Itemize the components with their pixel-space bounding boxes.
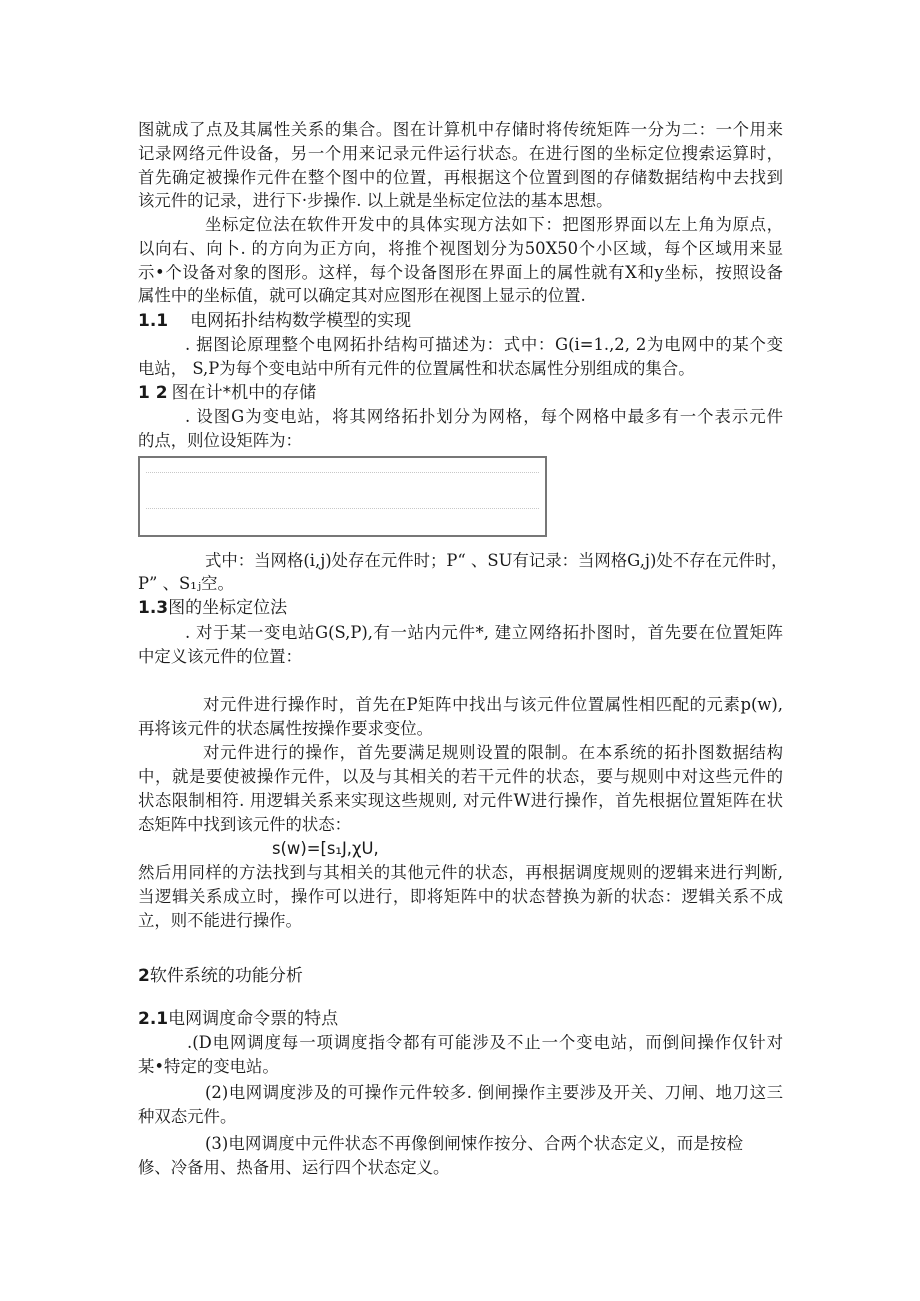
section-heading-1-2 bbox=[138, 381, 316, 405]
text-line: 对元件进行的操作，首先要满足规则设置的限制。在本系统的拓扑图数据结构 bbox=[203, 743, 783, 762]
heading-title: 电网调度命令票的特点 bbox=[168, 1009, 339, 1029]
text-line: . 据图论原理整个电网拓扑结构可描述为：式中：G(i=1.,2, 2为电网中的某个变 bbox=[185, 335, 783, 354]
text-line: 坐标定位法在软件开发中的具体实现方法如下：把图形界面以左上角为原点， bbox=[205, 215, 783, 234]
text-line: . 设图G为变电站，将其网络拓扑划分为网格，每个网格中最多有一个表示元件 bbox=[185, 407, 783, 426]
text-line: 记录网络元件设备，另一个用来记录元件运行状态。在进行图的坐标定位搜索运算时， bbox=[138, 144, 783, 163]
divider bbox=[146, 472, 539, 473]
text-line: P” 、S₁ⱼ空。 bbox=[138, 574, 234, 593]
text-line: 立，则不能进行操作。 bbox=[138, 911, 302, 930]
heading-number: 2 bbox=[138, 966, 150, 986]
text-line: 状态限制相符. 用逻辑关系来实现这些规则, 对元件W进行操作，首先根据位置矩阵在状 bbox=[138, 791, 783, 810]
text-line: 示•个设备对象的图形。这样，每个设备图形在界面上的属性就有X和y坐标，按照设备 bbox=[138, 263, 783, 282]
text-line: 然后用同样的方法找到与其相关的其他元件的状态，再根据调度规则的逻辑来进行判断, bbox=[138, 863, 783, 882]
heading-number: 1 2 bbox=[138, 383, 168, 403]
text-line: 修、冷备用、热备用、运行四个状态定义。 bbox=[138, 1158, 450, 1177]
text-line: 该元件的记录，进行下·步操作. 以上就是坐标定位法的基本思想。 bbox=[138, 191, 613, 210]
text-line: 对元件进行操作时，首先在P矩阵中找出与该元件位置属性相匹配的元素p(w), bbox=[203, 695, 783, 714]
text-line: 图就成了点及其属性关系的集合。图在计算机中存储时将传统矩阵一分为二：一个用来 bbox=[138, 120, 783, 139]
heading-title: 电网拓扑结构数学模型的实现 bbox=[190, 311, 412, 331]
text-line: (3)电网调度中元件状态不再像倒闸悚作按分、合两个状态定义，而是按检 bbox=[205, 1134, 743, 1153]
text-line: 以向右、向卜. 的方向为正方向，将推个视图划分为50X50个小区域，每个区域用来显 bbox=[138, 239, 783, 258]
heading-number: 1.1 bbox=[138, 311, 169, 331]
text-line: 某•特定的变电站。 bbox=[138, 1057, 279, 1076]
heading-title: 软件系统的功能分析 bbox=[149, 966, 303, 986]
text-line: 式中：当网格(i,j)处存在元件时；P“ 、SU有记录：当网格G,j)处不存在元件时， bbox=[205, 551, 788, 570]
text-line: 中定义该元件的位置： bbox=[138, 647, 302, 666]
section-heading-1-3 bbox=[138, 596, 287, 620]
text-line: 态矩阵中找到该元件的状态： bbox=[138, 815, 352, 834]
text-line: 当逻辑关系成立时，操作可以进行，即将矩阵中的状态替换为新的状态：逻辑关系不成 bbox=[138, 887, 783, 906]
heading-number: 1.3 bbox=[138, 598, 169, 618]
text-line: 种双态元件。 bbox=[138, 1107, 237, 1126]
text-line: .(D电网调度每一项调度指令都有可能涉及不止一个变电站，而倒间操作仅针对 bbox=[187, 1033, 783, 1052]
text-line: 再将该元件的状态属性按操作要求变位。 bbox=[138, 719, 434, 738]
section-heading-2 bbox=[138, 964, 303, 988]
text-line: 电站， S,P为每个变电站中所有元件的位置属性和状态属性分别组成的集合。 bbox=[138, 359, 695, 378]
text-line: 首先确定被操作元件在整个图中的位置，再根据这个位置到图的存储数据结构中去找到 bbox=[138, 168, 783, 187]
text-line: . 对于某一变电站G(S,P),有一站内元件*, 建立网络拓扑图时，首先要在位置矩阵 bbox=[185, 623, 783, 642]
heading-title: 图在计*机中的存储 bbox=[171, 383, 317, 403]
divider bbox=[146, 508, 539, 509]
section-heading-2-1 bbox=[138, 1007, 338, 1031]
text-line: 属性中的坐标值，就可以确定其对应图形在视图上显示的位置. bbox=[138, 286, 586, 305]
text-line: 的点，则位设矩阵为： bbox=[138, 431, 302, 450]
matrix-figure-placeholder bbox=[138, 456, 547, 537]
heading-title: 图的坐标定位法 bbox=[168, 598, 288, 618]
heading-number: 2.1 bbox=[138, 1009, 169, 1029]
section-heading-1-1 bbox=[138, 309, 411, 333]
text-line: (2)电网调度涉及的可操作元件较多. 倒闸操作主要涉及开关、刀闸、地刀这三 bbox=[205, 1083, 783, 1102]
text-line: 中，就是要使被操作元件，以及与其相关的若干元件的状态，要与规则中对这些元件的 bbox=[138, 767, 783, 786]
formula: s(w)=[s₁J,χU, bbox=[272, 839, 379, 858]
